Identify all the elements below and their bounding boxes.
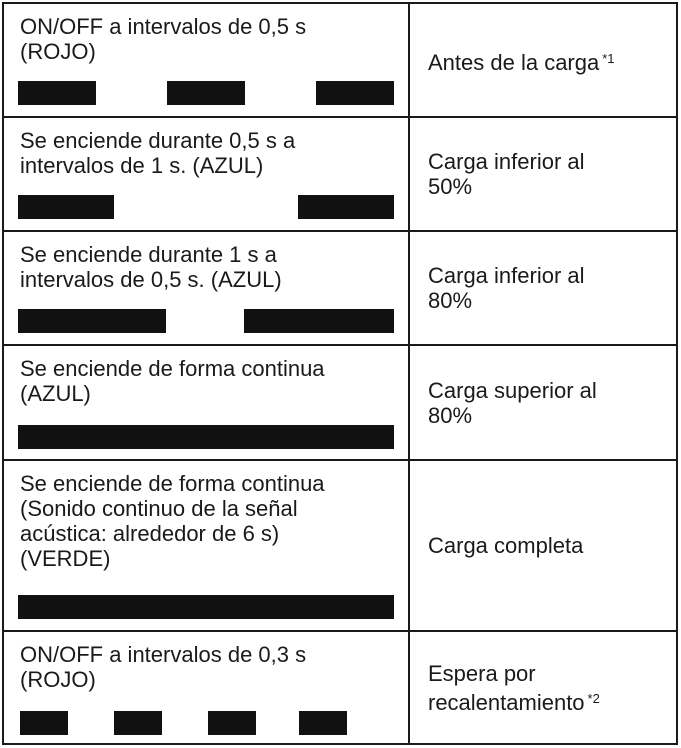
indicator-cell [4, 118, 410, 230]
footnote-marker: *1 [602, 50, 615, 66]
status-cell [410, 232, 676, 344]
led-on-segment [18, 81, 96, 105]
led-on-segment [167, 81, 245, 105]
table-row [4, 346, 676, 461]
table-row [4, 4, 676, 118]
status-cell [410, 461, 676, 630]
indicator-cell [4, 461, 410, 630]
status-cell [410, 4, 676, 116]
footnote-marker: *2 [587, 690, 600, 706]
led-on-segment [18, 595, 394, 619]
charge-status: Carga inferior al 80% [428, 263, 585, 313]
status-cell [410, 632, 676, 743]
led-on-segment [244, 309, 394, 333]
table-row [4, 232, 676, 346]
indicator-description: ON/OFF a intervalos de 0,3 s (ROJO) [20, 642, 307, 692]
indicator-cell [4, 232, 410, 344]
indicator-cell [4, 632, 410, 743]
led-on-segment [20, 711, 68, 735]
led-on-segment [208, 711, 256, 735]
led-on-segment [18, 425, 394, 449]
status-cell [410, 118, 676, 230]
led-on-segment [298, 195, 394, 219]
indicator-description: Se enciende durante 1 s a intervalos de 0,5 s. (AZUL) [20, 242, 282, 292]
charge-status: Carga inferior al 50% [428, 149, 585, 199]
charge-status: Carga completa [428, 533, 584, 558]
status-cell [410, 346, 676, 459]
led-on-segment [18, 309, 166, 333]
led-on-segment [18, 195, 114, 219]
indicator-description: Se enciende de forma continua (AZUL) [20, 356, 325, 406]
led-on-segment [114, 711, 162, 735]
indicator-description: Se enciende de forma continua (Sonido continuo de la señal acústica: alrededor de 6 s) (VERDE) [20, 471, 325, 571]
charge-status: Carga superior al 80% [428, 377, 597, 428]
table-row [4, 461, 676, 632]
led-on-segment [299, 711, 347, 735]
indicator-cell [4, 4, 410, 116]
indicator-description: ON/OFF a intervalos de 0,5 s (ROJO) [20, 14, 307, 64]
table-row [4, 118, 676, 232]
indicator-cell [4, 346, 410, 459]
led-status-table [2, 2, 678, 745]
charge-status: Espera por recalentamiento $^{*2}$ [428, 660, 600, 715]
table-row [4, 632, 676, 743]
led-on-segment [316, 81, 394, 105]
charge-status: Antes de la carga $^{*1}$ [428, 49, 615, 75]
indicator-description: Se enciende durante 0,5 s a intervalos de 1 s. (AZUL) [20, 128, 296, 178]
